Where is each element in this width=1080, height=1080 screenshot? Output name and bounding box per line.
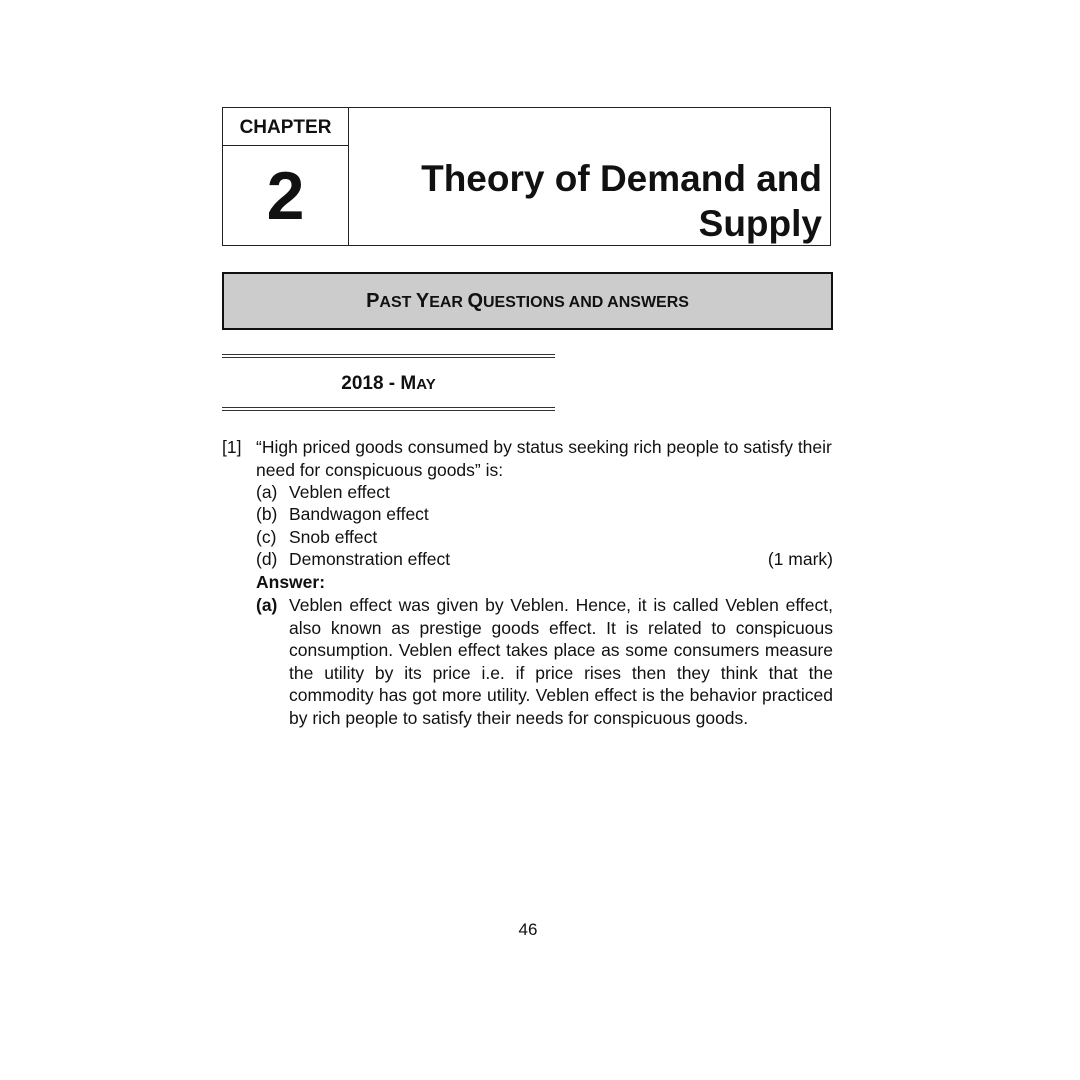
banner-word-3-rest: UESTIONS AND ANSWERS (483, 294, 689, 311)
banner-word-2-initial: Y (415, 290, 430, 312)
chapter-number: 2 (266, 158, 305, 234)
answer-label: Answer: (256, 572, 326, 592)
chapter-column (223, 108, 349, 245)
chapter-label: CHAPTER (223, 108, 348, 146)
chapter-header (222, 107, 831, 246)
question-marks: (1 mark) (767, 549, 833, 569)
year-rule-top (222, 354, 555, 358)
option-label: (d) (256, 549, 278, 569)
option-text: Demonstration effect (289, 549, 451, 569)
option-text: Snob effect (289, 527, 378, 547)
question-number: [1] (222, 437, 242, 457)
answer-key: (a) (256, 595, 278, 615)
answer-text: Veblen effect was given by Veblen. Hence, it is called Veblen effect, also known as prestige goods effect. It is related to conspicuous consumption. Veblen effect takes place as some consumers measure the utility by its price i.e. if price rises then they think that the commodity has got more utility. Veblen effect is the behavior practiced by rich people to satisfy their needs for conspicuous goods. (289, 595, 833, 728)
option-text: Veblen effect (289, 482, 390, 502)
year-prefix: 2018 - (341, 373, 401, 394)
option-b (256, 503, 429, 526)
banner-word-3-initial: Q (467, 290, 483, 312)
chapter-title: Theory of Demand and Supply (421, 158, 822, 244)
question-text: “High priced goods consumed by status seeking rich people to satisfy their need for conspicuous goods” is: (256, 437, 832, 480)
option-c (256, 526, 377, 549)
option-text: Bandwagon effect (289, 504, 429, 524)
option-label: (c) (256, 527, 277, 547)
option-label: (b) (256, 504, 278, 524)
banner-word-1-rest: AST (379, 294, 416, 311)
month-initial: M (400, 373, 417, 394)
banner-word-2-rest: EAR (429, 294, 468, 311)
option-a (256, 481, 390, 504)
option-label: (a) (256, 482, 278, 502)
year-rule-bottom (222, 407, 555, 411)
page-number: 46 (518, 920, 538, 939)
month-rest: AY (416, 376, 436, 393)
option-d (256, 548, 450, 571)
banner-word-1-initial: P (366, 290, 380, 312)
section-banner (222, 272, 833, 330)
year-heading (222, 372, 555, 397)
